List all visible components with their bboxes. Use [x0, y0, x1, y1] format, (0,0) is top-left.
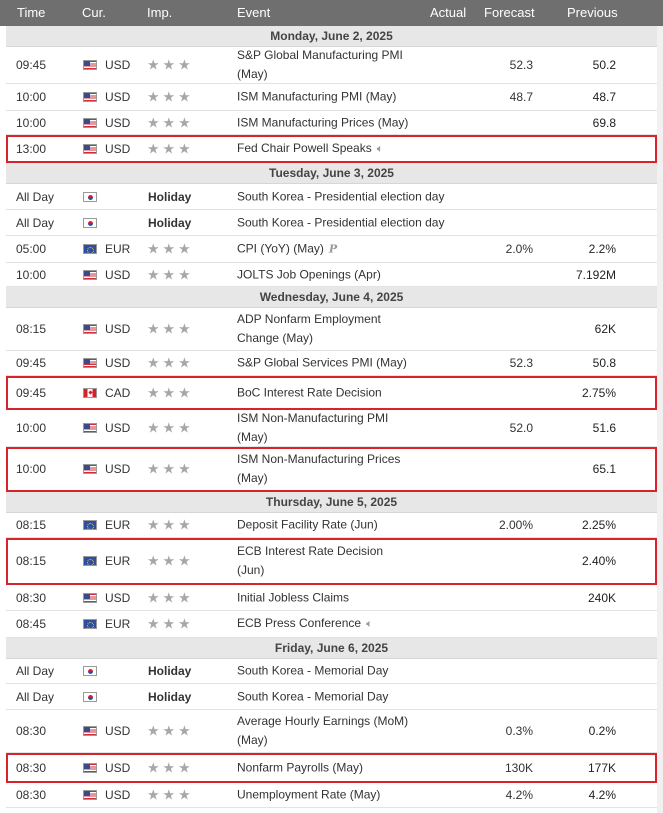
event-time: 08:30 — [16, 590, 47, 605]
importance-stars: ★★★ — [147, 320, 194, 337]
event-name[interactable] — [237, 758, 487, 777]
col-previous[interactable]: Previous — [567, 5, 618, 20]
previous-value: 0.2% — [588, 724, 616, 738]
flag-us-icon — [83, 358, 97, 368]
table-row[interactable] — [6, 47, 657, 84]
event-time: 08:45 — [16, 617, 47, 631]
previous-value: 48.7 — [592, 90, 616, 104]
table-row[interactable] — [6, 308, 657, 351]
flag-kr-icon — [83, 192, 97, 202]
previous-value: 50.8 — [592, 356, 616, 370]
event-name[interactable] — [237, 46, 487, 84]
event-name-line: CPI (YoY) (May) — [237, 241, 324, 256]
table-row[interactable] — [6, 611, 657, 638]
importance-stars: ★★★ — [147, 589, 194, 605]
currency-code: EUR — [105, 518, 131, 532]
table-row[interactable] — [6, 236, 657, 263]
flag-us-icon — [83, 790, 97, 800]
event-name-line: Unemployment Rate (May) — [237, 787, 381, 802]
event-time: All Day — [16, 189, 55, 204]
table-row[interactable] — [6, 659, 657, 684]
event-name[interactable] — [237, 662, 487, 681]
flag-us-icon — [83, 464, 97, 474]
importance-stars: ★★★ — [147, 140, 194, 156]
flag-us-icon — [83, 593, 97, 603]
event-name-line: Fed Chair Powell Speaks — [237, 140, 372, 155]
event-name[interactable] — [237, 187, 487, 206]
flag-us-icon — [83, 270, 97, 280]
currency-code: USD — [105, 421, 131, 435]
event-time: All Day — [16, 664, 55, 678]
flag-kr-icon — [83, 692, 97, 702]
holiday-label: Holiday — [148, 689, 192, 704]
importance-stars: ★★★ — [147, 88, 194, 105]
table-row[interactable] — [6, 263, 657, 287]
flag-us-icon — [83, 726, 97, 736]
table-row[interactable] — [6, 585, 657, 611]
importance-stars: ★★★ — [147, 516, 194, 533]
preliminary-icon: P — [328, 242, 338, 256]
flag-eu-icon — [83, 556, 97, 566]
holiday-label: Holiday — [148, 189, 192, 204]
previous-value: 7.192M — [575, 267, 616, 282]
importance-stars: ★★★ — [147, 552, 194, 569]
event-time: 08:15 — [16, 554, 47, 568]
currency-code: USD — [105, 141, 131, 156]
scrollbar[interactable] — [657, 26, 663, 813]
day-header: Tuesday, June 3, 2025 — [6, 163, 657, 184]
event-time: 09:45 — [16, 385, 47, 400]
flag-us-icon — [83, 423, 97, 433]
previous-value: 65.1 — [592, 462, 616, 476]
col-actual[interactable]: Actual — [430, 5, 467, 20]
col-importance[interactable]: Imp. — [147, 5, 173, 20]
event-name-line: Initial Jobless Claims — [237, 590, 350, 604]
speaker-icon: 🔈︎ — [366, 618, 373, 630]
table-row[interactable] — [6, 84, 657, 111]
event-time: 08:30 — [16, 788, 47, 802]
table-row[interactable] — [6, 447, 657, 492]
importance-stars: ★★★ — [147, 114, 194, 130]
table-row[interactable] — [6, 184, 657, 210]
col-currency[interactable]: Cur. — [82, 5, 106, 20]
event-name-line: Change (May) — [237, 331, 314, 345]
forecast-value: 2.00% — [498, 518, 533, 532]
event-time: 09:45 — [16, 58, 47, 72]
event-name-line: South Korea - Presidential election day — [237, 215, 445, 229]
event-name-line: Average Hourly Earnings (MoM) — [237, 714, 409, 728]
flag-us-icon — [83, 763, 97, 773]
event-name-line: (Jun) — [237, 563, 265, 577]
col-time[interactable]: Time — [17, 5, 46, 20]
currency-code: USD — [105, 788, 131, 802]
event-time: 10:00 — [16, 115, 47, 130]
importance-stars: ★★★ — [147, 266, 194, 282]
event-name[interactable] — [237, 516, 487, 535]
event-name-line: ISM Manufacturing Prices (May) — [237, 115, 409, 129]
event-name[interactable] — [237, 614, 487, 634]
previous-value: 2.75% — [581, 385, 616, 400]
table-row[interactable] — [6, 351, 657, 376]
holiday-label: Holiday — [148, 664, 192, 678]
event-name[interactable] — [237, 588, 487, 607]
speaker-icon: 🔈︎ — [376, 142, 384, 155]
flag-us-icon — [83, 324, 97, 334]
flag-us-icon — [83, 60, 97, 70]
day-header: Wednesday, June 4, 2025 — [6, 287, 657, 308]
currency-code: EUR — [105, 617, 131, 631]
previous-value: 240K — [587, 590, 616, 605]
forecast-value: 0.3% — [505, 724, 533, 738]
event-name-line: ECB Interest Rate Decision — [237, 544, 384, 558]
event-time: 05:00 — [16, 242, 47, 256]
table-row[interactable] — [6, 135, 657, 163]
event-name-line: South Korea - Memorial Day — [237, 689, 389, 703]
importance-stars: ★★★ — [147, 354, 194, 371]
previous-value: 4.2% — [588, 788, 616, 802]
event-name[interactable] — [237, 383, 487, 402]
importance-stars: ★★★ — [147, 240, 194, 257]
flag-us-icon — [83, 92, 97, 102]
importance-stars: ★★★ — [147, 419, 194, 436]
event-time: 08:30 — [16, 724, 47, 738]
currency-code: USD — [105, 322, 131, 336]
event-name-line: ECB Press Conference — [237, 616, 362, 630]
day-header: Thursday, June 5, 2025 — [6, 492, 657, 513]
event-name[interactable] — [237, 240, 487, 259]
event-name[interactable] — [237, 354, 487, 373]
forecast-value: 52.3 — [509, 58, 533, 72]
currency-code: USD — [105, 462, 131, 476]
table-row[interactable] — [6, 410, 657, 447]
previous-value: 177K — [587, 760, 616, 775]
flag-eu-icon — [83, 520, 97, 530]
col-event[interactable]: Event — [237, 5, 271, 20]
event-name[interactable] — [237, 542, 487, 580]
event-time: All Day — [16, 689, 55, 704]
forecast-value: 2.0% — [505, 242, 533, 256]
event-time: 10:00 — [16, 267, 47, 282]
importance-stars: ★★★ — [147, 615, 194, 632]
event-name[interactable] — [237, 310, 487, 348]
currency-code: USD — [105, 115, 131, 130]
event-name[interactable] — [237, 687, 487, 706]
day-header: Friday, June 6, 2025 — [6, 638, 657, 659]
forecast-value: 130K — [504, 760, 533, 775]
event-name-line: (May) — [237, 733, 268, 747]
table-header — [0, 0, 663, 26]
currency-code: USD — [105, 590, 131, 605]
event-name[interactable] — [237, 786, 487, 805]
event-name-line: Nonfarm Payrolls (May) — [237, 760, 364, 774]
holiday-label: Holiday — [148, 215, 192, 230]
event-name-line: (May) — [237, 67, 268, 81]
event-name[interactable] — [237, 409, 487, 447]
event-name-line: JOLTS Job Openings (Apr) — [237, 267, 381, 281]
day-header: Monday, June 2, 2025 — [6, 26, 657, 47]
event-name[interactable] — [237, 213, 487, 232]
event-name-line: South Korea - Memorial Day — [237, 663, 389, 678]
currency-code: CAD — [105, 385, 131, 400]
event-name[interactable] — [237, 139, 487, 159]
event-name[interactable] — [237, 450, 487, 488]
forecast-value: 48.7 — [509, 90, 533, 104]
event-name-line: ISM Non-Manufacturing Prices — [237, 452, 401, 466]
importance-stars: ★★★ — [147, 759, 194, 775]
currency-code: USD — [105, 760, 131, 775]
table-row[interactable] — [6, 513, 657, 538]
forecast-value: 4.2% — [505, 788, 533, 802]
previous-value: 50.2 — [592, 58, 616, 72]
previous-value: 2.40% — [581, 554, 616, 568]
importance-stars: ★★★ — [147, 722, 194, 739]
forecast-value: 52.0 — [509, 421, 533, 435]
importance-stars: ★★★ — [147, 384, 194, 400]
importance-stars: ★★★ — [147, 56, 194, 73]
event-time: 08:15 — [16, 322, 47, 336]
event-name-line: South Korea - Presidential election day — [237, 189, 445, 203]
table-row[interactable] — [6, 684, 657, 710]
event-name-line: S&P Global Manufacturing PMI — [237, 48, 403, 62]
event-name-line: ISM Manufacturing PMI (May) — [237, 89, 397, 104]
flag-kr-icon — [83, 666, 97, 676]
event-name[interactable] — [237, 265, 487, 284]
currency-code: USD — [105, 724, 131, 738]
flag-eu-icon — [83, 619, 97, 629]
currency-code: USD — [105, 267, 131, 282]
table-row[interactable] — [6, 710, 657, 753]
table-row[interactable] — [6, 783, 657, 808]
event-name-line: (May) — [237, 430, 268, 444]
event-time: 13:00 — [16, 141, 47, 156]
currency-code: USD — [105, 58, 131, 72]
flag-eu-icon — [83, 244, 97, 254]
event-name-line: (May) — [237, 471, 268, 485]
event-name-line: BoC Interest Rate Decision — [237, 385, 382, 399]
currency-code: USD — [105, 356, 131, 370]
currency-code: USD — [105, 90, 131, 104]
flag-us-icon — [83, 144, 97, 154]
table-row[interactable] — [6, 111, 657, 135]
flag-us-icon — [83, 118, 97, 128]
flag-kr-icon — [83, 218, 97, 228]
forecast-value: 52.3 — [509, 356, 533, 370]
event-name[interactable] — [237, 88, 487, 107]
table-row[interactable] — [6, 210, 657, 236]
importance-stars: ★★★ — [147, 460, 194, 477]
event-time: 09:45 — [16, 356, 47, 370]
event-name-line: Deposit Facility Rate (Jun) — [237, 517, 378, 532]
event-name-line: ADP Nonfarm Employment — [237, 312, 381, 326]
event-time: 10:00 — [16, 90, 47, 104]
previous-value: 51.6 — [592, 421, 616, 435]
event-time: 10:00 — [16, 421, 47, 435]
event-name-line: S&P Global Services PMI (May) — [237, 355, 407, 370]
previous-value: 2.2% — [588, 242, 616, 256]
event-name-line: ISM Non-Manufacturing PMI — [237, 411, 389, 425]
previous-value: 2.25% — [581, 518, 616, 532]
event-name[interactable] — [237, 712, 487, 750]
currency-code: EUR — [105, 554, 131, 568]
event-time: 10:00 — [16, 462, 47, 476]
event-time: 08:15 — [16, 518, 47, 532]
table-row[interactable] — [6, 753, 657, 783]
event-time: 08:30 — [16, 760, 47, 775]
flag-ca-icon — [83, 388, 97, 398]
col-forecast[interactable]: Forecast — [484, 5, 535, 20]
previous-value: 62K — [594, 322, 616, 336]
previous-value: 69.8 — [592, 115, 616, 130]
importance-stars: ★★★ — [147, 786, 194, 803]
event-name[interactable] — [237, 113, 487, 132]
currency-code: EUR — [105, 242, 131, 256]
table-row[interactable] — [6, 538, 657, 585]
table-row[interactable] — [6, 376, 657, 410]
event-time: All Day — [16, 215, 55, 230]
